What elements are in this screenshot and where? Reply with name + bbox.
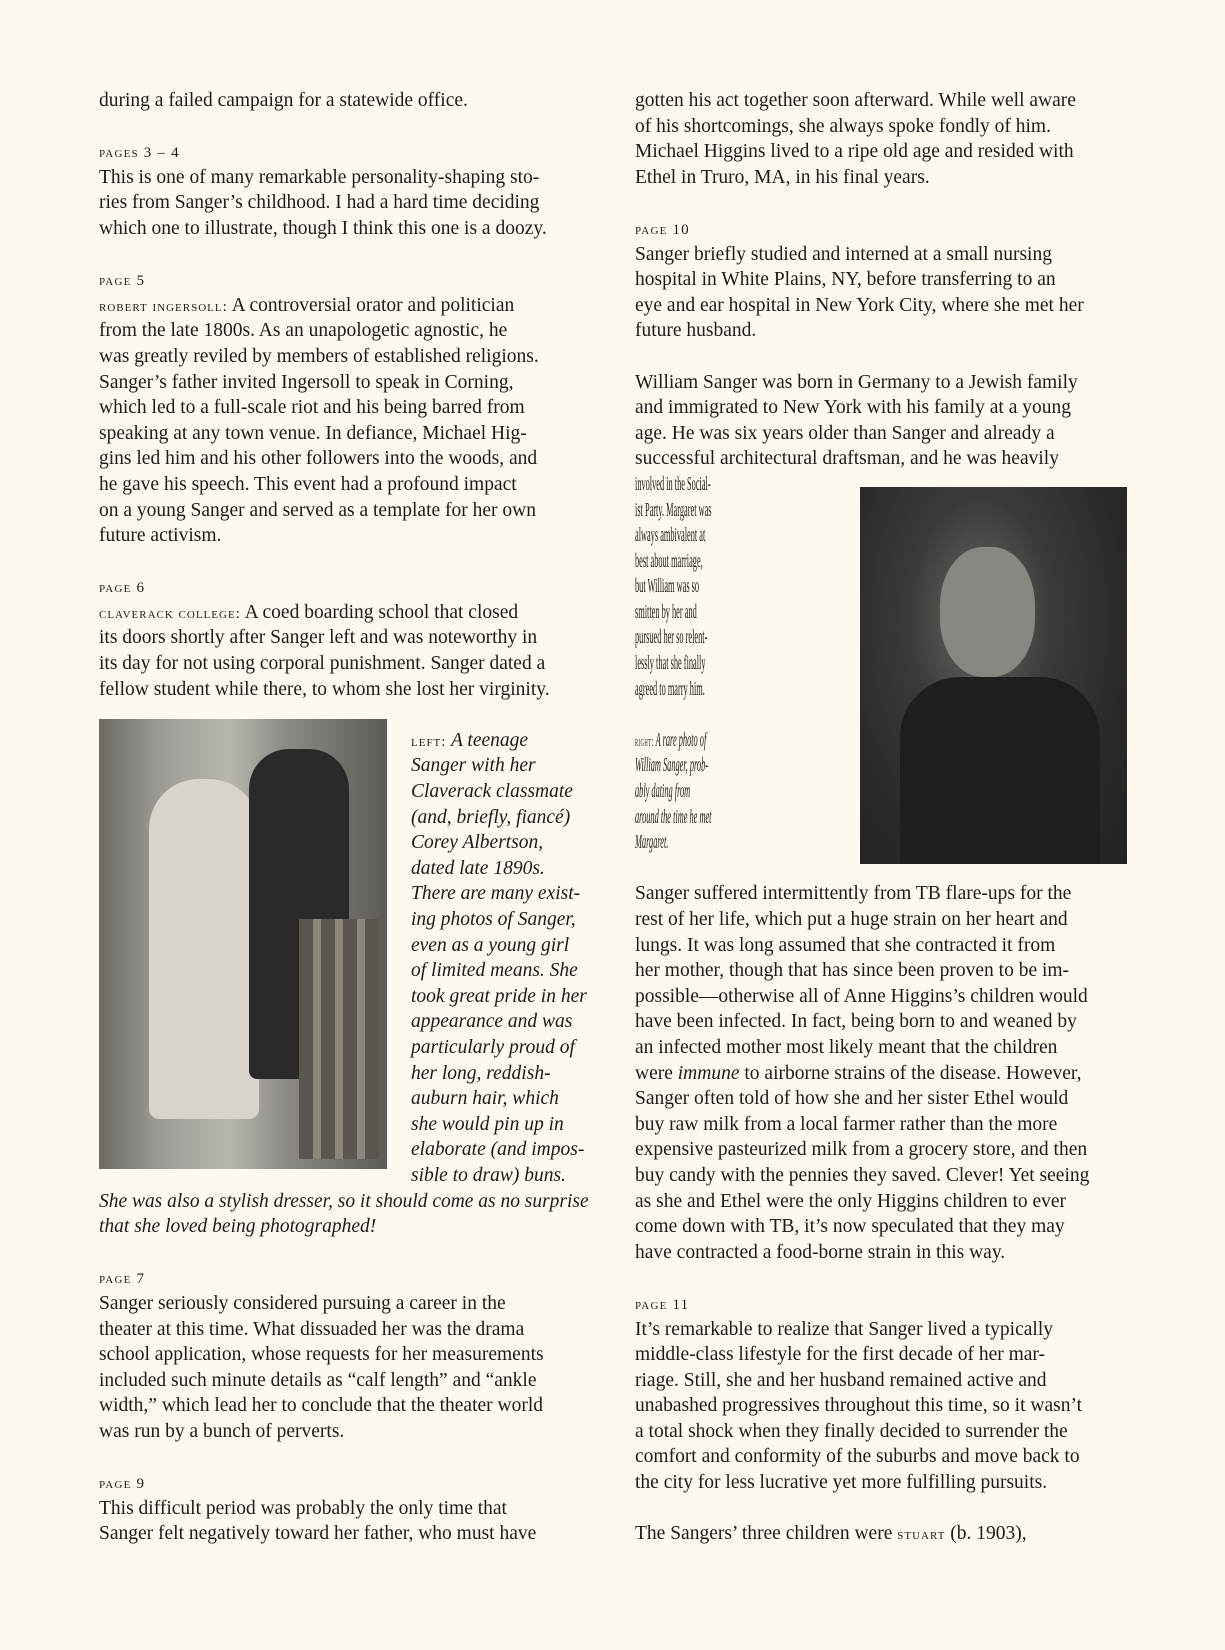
body-text: rest of her life, which put a huge strain on her heart and bbox=[635, 909, 1068, 930]
text-line bbox=[635, 1009, 1127, 1035]
text-line bbox=[635, 881, 1127, 907]
text-line bbox=[635, 1368, 1127, 1394]
text-line bbox=[99, 1214, 589, 1240]
heading-text: page 10 bbox=[635, 221, 690, 238]
text-line bbox=[635, 318, 1127, 344]
italic-text: around the time he met bbox=[635, 806, 712, 828]
body-text: to airborne strains of the disease. However, bbox=[739, 1062, 1082, 1084]
blank-line bbox=[635, 702, 1127, 728]
italic-text: William Sanger, prob- bbox=[635, 755, 709, 777]
blank-line bbox=[635, 344, 1127, 370]
body-text: hospital in White Plains, NY, before transferring to an bbox=[635, 269, 1056, 291]
body-text: William Sanger was born in Germany to a Jewish family bbox=[635, 371, 1078, 393]
italic-text: (and, briefly, fiancé) bbox=[411, 806, 571, 828]
text-line bbox=[99, 1419, 589, 1445]
text-line bbox=[411, 1035, 589, 1061]
blank-line bbox=[635, 190, 1127, 216]
body-text: gins led him and his other followers into the woods, and bbox=[99, 448, 538, 470]
body-text: ries from Sanger’s childhood. I had a hard time deciding bbox=[99, 192, 540, 214]
text-line bbox=[411, 1086, 589, 1112]
text-line bbox=[411, 1163, 589, 1189]
text-line bbox=[635, 1393, 1127, 1419]
text-line bbox=[635, 984, 1127, 1010]
text-line bbox=[99, 1496, 589, 1522]
italic-text: Margaret. bbox=[635, 832, 669, 854]
text-line bbox=[99, 88, 589, 114]
body-text: lungs. It was long assumed that she contracted it from bbox=[635, 934, 1056, 956]
text-line bbox=[635, 523, 845, 549]
text-line bbox=[635, 1342, 1127, 1368]
text-line bbox=[635, 242, 1127, 268]
text-line bbox=[635, 1214, 1127, 1240]
text-line bbox=[635, 1444, 1127, 1470]
text-line bbox=[99, 677, 589, 703]
text-line bbox=[635, 753, 845, 779]
text-line bbox=[411, 805, 589, 831]
body-text: (b. 1903), bbox=[945, 1523, 1027, 1545]
text-line bbox=[635, 1521, 1127, 1547]
body-text: lessly that she finally bbox=[635, 653, 706, 675]
text-line bbox=[99, 1521, 589, 1547]
body-text: future activism. bbox=[99, 525, 222, 547]
text-line bbox=[635, 1112, 1127, 1138]
text-line bbox=[635, 370, 1127, 396]
body-text: Michael Higgins lived to a ripe old age and resided with bbox=[635, 141, 1074, 163]
text-line bbox=[99, 1393, 589, 1419]
text-line bbox=[99, 1291, 589, 1317]
text-line bbox=[411, 779, 589, 805]
body-text: riage. Still, she and her husband remained active and bbox=[635, 1369, 1047, 1391]
body-text: its doors shortly after Sanger left and was noteworthy in bbox=[99, 627, 538, 649]
heading-text: page 5 bbox=[99, 273, 146, 290]
text-line bbox=[635, 267, 1127, 293]
text-line bbox=[635, 88, 1127, 114]
text-line bbox=[635, 779, 845, 805]
text-line bbox=[635, 574, 845, 600]
text-line bbox=[635, 651, 845, 677]
body-text: during a failed campaign for a statewide office. bbox=[99, 90, 468, 111]
heading-text: pages 3 – 4 bbox=[99, 145, 180, 162]
heading-text: page 6 bbox=[99, 580, 146, 597]
term-label: left: bbox=[411, 733, 447, 750]
heading-text: page 7 bbox=[99, 1271, 146, 1288]
italic-text: particularly proud of bbox=[411, 1036, 575, 1058]
blank-line bbox=[635, 856, 1127, 882]
blank-line bbox=[99, 1240, 589, 1266]
section-heading bbox=[99, 574, 589, 600]
term-label: right: bbox=[635, 733, 654, 750]
body-text: but William was so bbox=[635, 576, 700, 598]
body-text: Sanger felt negatively toward her father, who must have bbox=[99, 1523, 537, 1545]
text-line bbox=[99, 421, 589, 447]
blank-line bbox=[635, 1265, 1127, 1291]
body-text: unabashed progressives throughout this time, so it wasn’t bbox=[635, 1395, 1083, 1417]
body-text: which led to a full-scale riot and his being barred from bbox=[99, 397, 525, 419]
body-text: Sanger’s father invited Ingersoll to speak in Corning, bbox=[99, 371, 514, 393]
body-text: were bbox=[635, 1062, 678, 1084]
heading-text: page 9 bbox=[99, 1476, 146, 1493]
body-text: smitten by her and bbox=[635, 601, 697, 623]
body-text: Ethel in Truro, MA, in his final years. bbox=[635, 166, 930, 188]
body-text: her mother, though that has since been proven to be im- bbox=[635, 960, 1070, 982]
right-column bbox=[635, 88, 1127, 1547]
body-text: involved in the Social- bbox=[635, 473, 711, 495]
body-text: width,” which lead her to conclude that the theater world bbox=[99, 1395, 544, 1417]
italic-text: A rare photo of bbox=[653, 729, 707, 751]
section-heading bbox=[99, 1265, 589, 1291]
text-line bbox=[99, 1368, 589, 1394]
body-text: eye and ear hospital in New York City, where she met her bbox=[635, 294, 1084, 316]
text-line bbox=[635, 114, 1127, 140]
text-line bbox=[411, 958, 589, 984]
text-line bbox=[411, 856, 589, 882]
text-line bbox=[99, 344, 589, 370]
text-line bbox=[99, 318, 589, 344]
text-line bbox=[635, 395, 1127, 421]
text-line bbox=[635, 472, 845, 498]
body-text: middle-class lifestyle for the first decade of her mar- bbox=[635, 1344, 1046, 1366]
body-text: Sanger often told of how she and her sister Ethel would bbox=[635, 1088, 1069, 1110]
body-text: This difficult period was probably the only time that bbox=[99, 1497, 507, 1519]
body-text: the city for less lucrative yet more fulfilling pursuits. bbox=[635, 1472, 1048, 1494]
body-text: fellow student while there, to whom she lost her virginity. bbox=[99, 678, 550, 700]
text-line bbox=[411, 1061, 589, 1087]
text-line bbox=[635, 1035, 1127, 1061]
text-line bbox=[635, 625, 845, 651]
body-text: school application, whose requests for her measurements bbox=[99, 1344, 544, 1366]
text-line bbox=[99, 498, 589, 524]
section-heading bbox=[635, 1291, 1127, 1317]
text-line bbox=[635, 1419, 1127, 1445]
italic-text: of limited means. She bbox=[411, 960, 578, 982]
body-text: gotten his act together soon afterward. While well aware bbox=[635, 90, 1076, 111]
blank-line bbox=[99, 1444, 589, 1470]
text-line bbox=[99, 370, 589, 396]
body-text: Sanger seriously considered pursuing a career in the bbox=[99, 1292, 506, 1314]
body-text: was run by a bunch of perverts. bbox=[99, 1420, 345, 1442]
text-line bbox=[635, 1470, 1127, 1496]
text-line bbox=[99, 1342, 589, 1368]
text-line bbox=[411, 1137, 589, 1163]
body-text: possible—otherwise all of Anne Higgins’s children would bbox=[635, 985, 1088, 1007]
text-line bbox=[635, 549, 845, 575]
left-column bbox=[99, 88, 589, 1547]
text-line bbox=[99, 1317, 589, 1343]
text-line bbox=[99, 190, 589, 216]
text-line bbox=[411, 1112, 589, 1138]
blank-line bbox=[99, 549, 589, 575]
text-line bbox=[635, 728, 845, 754]
text-line bbox=[411, 753, 589, 779]
italic-text: A teenage bbox=[446, 729, 529, 751]
italic-text: sible to draw) buns. bbox=[411, 1164, 566, 1186]
italic-text: that she loved being photographed! bbox=[99, 1216, 377, 1238]
body-text: was greatly reviled by members of established religions. bbox=[99, 345, 539, 367]
italic-text: she would pin up in bbox=[411, 1113, 564, 1135]
body-text: age. He was six years older than Sanger and already a bbox=[635, 422, 1055, 444]
text-line bbox=[635, 830, 845, 856]
text-line bbox=[411, 728, 589, 754]
body-text: an infected mother most likely meant that the children bbox=[635, 1036, 1058, 1058]
body-text: included such minute details as “calf length” and “ankle bbox=[99, 1369, 537, 1391]
text-line bbox=[635, 139, 1127, 165]
body-text: best about marriage, bbox=[635, 550, 703, 572]
body-text: speaking at any town venue. In defiance, Michael Hig- bbox=[99, 422, 527, 444]
text-line bbox=[635, 446, 1127, 472]
text-line bbox=[99, 1189, 588, 1215]
text-line bbox=[99, 216, 589, 242]
text-line bbox=[635, 805, 845, 831]
term-label: stuart bbox=[897, 1527, 946, 1544]
body-text: A coed boarding school that closed bbox=[240, 601, 519, 623]
body-text: ist Party. Margaret was bbox=[635, 499, 712, 521]
body-text: of his shortcomings, she always spoke fondly of him. bbox=[635, 115, 1051, 137]
text-line bbox=[635, 933, 1127, 959]
body-text: always ambivalent at bbox=[635, 525, 706, 547]
body-text: from the late 1800s. As an unapologetic agnostic, he bbox=[99, 320, 508, 342]
body-text: agreed to marry him. bbox=[635, 678, 705, 700]
text-line bbox=[635, 293, 1127, 319]
italic-text: took great pride in her bbox=[411, 985, 587, 1007]
text-line bbox=[99, 523, 589, 549]
text-line bbox=[99, 293, 589, 319]
italic-text: Corey Albertson, bbox=[411, 832, 544, 854]
body-text: he gave his speech. This event had a profound impact bbox=[99, 473, 517, 495]
italic-text: Claverack classmate bbox=[411, 781, 573, 803]
body-text: The Sangers’ three children were bbox=[635, 1523, 898, 1545]
section-heading bbox=[99, 139, 589, 165]
body-text: buy raw milk from a local farmer rather than the more bbox=[635, 1113, 1058, 1135]
text-line bbox=[411, 933, 589, 959]
body-text: pursued her so relent- bbox=[635, 627, 708, 649]
body-text: have been infected. In fact, being born to and weaned by bbox=[635, 1011, 1077, 1033]
italic-text: ing photos of Sanger, bbox=[411, 909, 576, 930]
text-line bbox=[411, 881, 589, 907]
text-line bbox=[99, 395, 589, 421]
text-line bbox=[635, 1163, 1127, 1189]
body-text: comfort and conformity of the suburbs and move back to bbox=[635, 1446, 1080, 1468]
blank-line bbox=[99, 242, 589, 268]
body-text: its day for not using corporal punishment. Sanger dated a bbox=[99, 653, 546, 675]
italic-text: There are many exist- bbox=[411, 883, 581, 905]
section-heading bbox=[99, 267, 589, 293]
text-line bbox=[99, 472, 589, 498]
text-line bbox=[411, 984, 589, 1010]
italic-text: Sanger with her bbox=[411, 755, 536, 777]
section-heading bbox=[635, 216, 1127, 242]
text-line bbox=[635, 421, 1127, 447]
section-heading bbox=[99, 1470, 589, 1496]
body-text: A controversial orator and politician bbox=[227, 294, 515, 316]
text-line bbox=[635, 907, 1127, 933]
blank-line bbox=[99, 114, 589, 140]
italic-text: appearance and was bbox=[411, 1011, 573, 1033]
italic-text: immune bbox=[677, 1062, 740, 1084]
italic-text: dated late 1890s. bbox=[411, 857, 545, 879]
text-line bbox=[99, 165, 589, 191]
body-text: a total shock when they finally decided to surrender the bbox=[635, 1420, 1068, 1442]
body-text: come down with TB, it’s now speculated that they may bbox=[635, 1216, 1065, 1238]
italic-text: even as a young girl bbox=[411, 934, 570, 956]
text-line bbox=[635, 165, 1127, 191]
text-line bbox=[635, 1086, 1127, 1112]
italic-text: elaborate (and impos- bbox=[411, 1139, 585, 1161]
body-text: as she and Ethel were the only Higgins children to ever bbox=[635, 1190, 1067, 1212]
text-line bbox=[635, 677, 845, 703]
italic-text: auburn hair, which bbox=[411, 1088, 559, 1110]
body-text: expensive pasteurized milk from a grocery store, and then bbox=[635, 1139, 1088, 1161]
text-line bbox=[99, 600, 589, 626]
text-line bbox=[635, 1240, 1127, 1266]
italic-text: She was also a stylish dresser, so it should come as no surprise bbox=[99, 1190, 589, 1212]
text-line bbox=[635, 1189, 1127, 1215]
body-text: successful architectural draftsman, and he was heavily bbox=[635, 448, 1059, 470]
body-text: have contracted a food-borne strain in this way. bbox=[635, 1241, 1006, 1263]
heading-text: page 11 bbox=[635, 1296, 690, 1313]
term-label: claverack college: bbox=[99, 605, 241, 622]
text-line bbox=[99, 651, 589, 677]
text-line bbox=[411, 830, 589, 856]
text-line bbox=[411, 1009, 589, 1035]
body-text: theater at this time. What dissuaded her was the drama bbox=[99, 1318, 525, 1340]
italic-text: her long, reddish- bbox=[411, 1062, 551, 1084]
text-line bbox=[99, 625, 589, 651]
body-text: on a young Sanger and served as a template for her own bbox=[99, 499, 536, 521]
text-line bbox=[635, 1137, 1127, 1163]
term-label: robert ingersoll: bbox=[99, 298, 228, 315]
blank-line bbox=[635, 1496, 1127, 1522]
body-text: and immigrated to New York with his family at a young bbox=[635, 397, 1071, 419]
text-line bbox=[99, 446, 589, 472]
italic-text: ably dating from bbox=[635, 781, 691, 803]
body-text: future husband. bbox=[635, 320, 757, 342]
text-line bbox=[635, 600, 845, 626]
body-text: It’s remarkable to realize that Sanger lived a typically bbox=[635, 1318, 1053, 1340]
text-line bbox=[411, 907, 589, 933]
text-line bbox=[635, 958, 1127, 984]
body-text: Sanger suffered intermittently from TB flare-ups for the bbox=[635, 883, 1072, 905]
text-line bbox=[635, 1317, 1127, 1343]
blank-line bbox=[99, 702, 589, 728]
body-text: buy candy with the pennies they saved. Clever! Yet seeing bbox=[635, 1164, 1090, 1186]
text-line bbox=[635, 498, 845, 524]
body-text: Sanger briefly studied and interned at a small nursing bbox=[635, 243, 1052, 265]
body-text: This is one of many remarkable personality-shaping sto- bbox=[99, 166, 540, 188]
text-line bbox=[635, 1061, 1127, 1087]
body-text: which one to illustrate, though I think this one is a doozy. bbox=[99, 217, 547, 239]
